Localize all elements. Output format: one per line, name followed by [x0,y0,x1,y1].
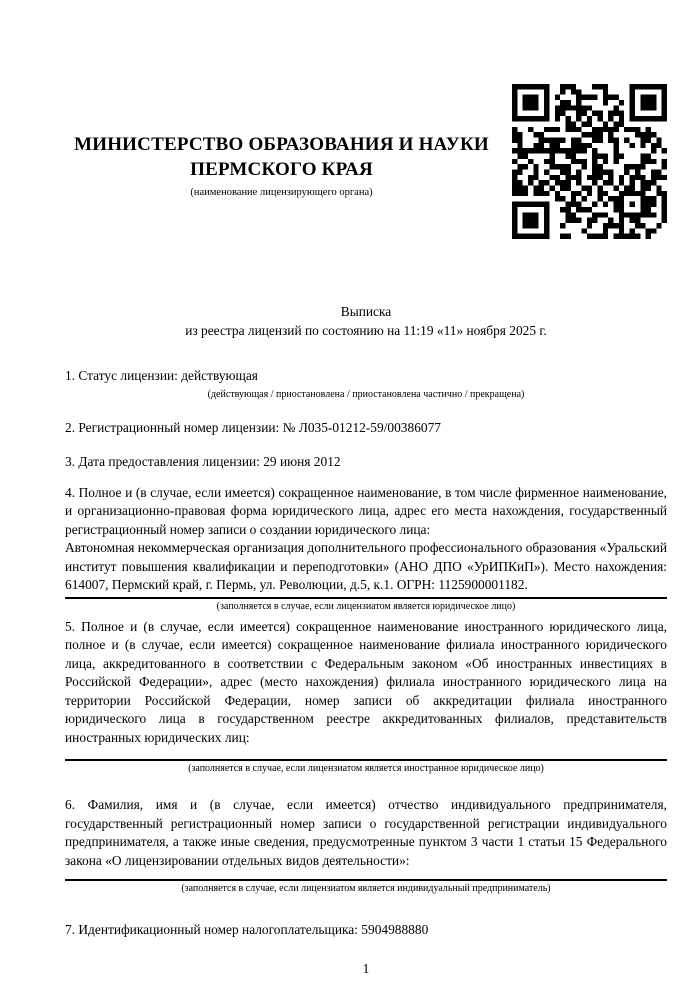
ministry-name-line2: ПЕРМСКОГО КРАЯ [190,159,373,180]
individual-entrepreneur-field-line [65,879,667,881]
individual-entrepreneur-clause: 6. Фамилия, имя и (в случае, если имеется) отчество индивидуального предпринимателя, государственный регистрационный номер записи о государственной регистрации индивидуального предпринимателя, а также иные сведения, предусмотренные пунктом 3 части 1 статьи 15 Федерального закона «О лицензировании отдельных видов деятельности»: [65,797,667,868]
page-number: 1 [362,960,370,976]
taxpayer-id: 7. Идентификационный номер налогоплательщика: 5904988880 [65,922,429,937]
license-status-options-caption: (действующая / приостановлена / приостановлена частично / прекращена) [207,388,525,400]
foreign-entity-clause: 5. Полное и (в случае, если имеется) сокращенное наименование иностранного юридического лица, полное и (в случае, если имеется) сокращенное наименование филиала иностранного юридического лица, аккредитованного в соответствии с Федеральным законом «Об иностранных инвестициях в Российской Федерации», адрес (место нахождения) филиала иностранного юридического лица на территории Российской Федерации, номер записи об аккредитации филиала иностранного юридического лица в государственном реестре аккредитованных филиалов, представительств иностранных юридических лиц: [65,618,667,745]
legal-entity-field-line [65,597,667,599]
license-grant-date: 3. Дата предоставления лицензии: 29 июня 2012 [65,454,341,469]
title-line1: Выписка [340,304,392,319]
document-title [65,303,667,340]
foreign-entity-caption: (заполняется в случае, если лицензиатом является иностранное юридическое лицо) [188,763,544,774]
title-line2: из реестра лицензий по состоянию на 11:19 «11» ноября 2025 г. [185,322,547,338]
licensing-authority-block [65,132,512,199]
license-registration-number: 2. Регистрационный номер лицензии: № Л035-01212-59/00386077 [65,419,441,435]
legal-entity-clause: 4. Полное и (в случае, если имеется) сокращенное наименование, в том числе фирменное наименование, и организационно-правовая форма юридического лица, адрес его места нахождения, государственный регистрационный номер записи о создании юридического лица: [65,484,667,537]
licensing-authority-caption: (наименование лицензирующего органа) [190,187,373,198]
ministry-name-line1: МИНИСТЕРСТВО ОБРАЗОВАНИЯ И НАУКИ [74,134,489,155]
license-status: 1. Статус лицензии: действующая [65,368,258,383]
individual-entrepreneur-caption: (заполняется в случае, если лицензиатом является индивидуальный предприниматель) [181,883,551,894]
document-header [65,0,667,239]
legal-entity-value: Автономная некоммерческая организация дополнительного профессионального образования «Уральский институт повышения квалификации и переподготовки» (АНО ДПО «УрИПКиП»). Место нахождения: 614007, Пермский край, г. Пермь, ул. Революции, д.5, к.1. ОГРН: 1125900001182. [65,540,667,592]
qr-code-image [512,84,667,239]
legal-entity-caption: (заполняется в случае, если лицензиатом является юридическое лицо) [216,600,516,612]
foreign-entity-field-line [65,759,667,761]
qr-code [512,84,667,239]
